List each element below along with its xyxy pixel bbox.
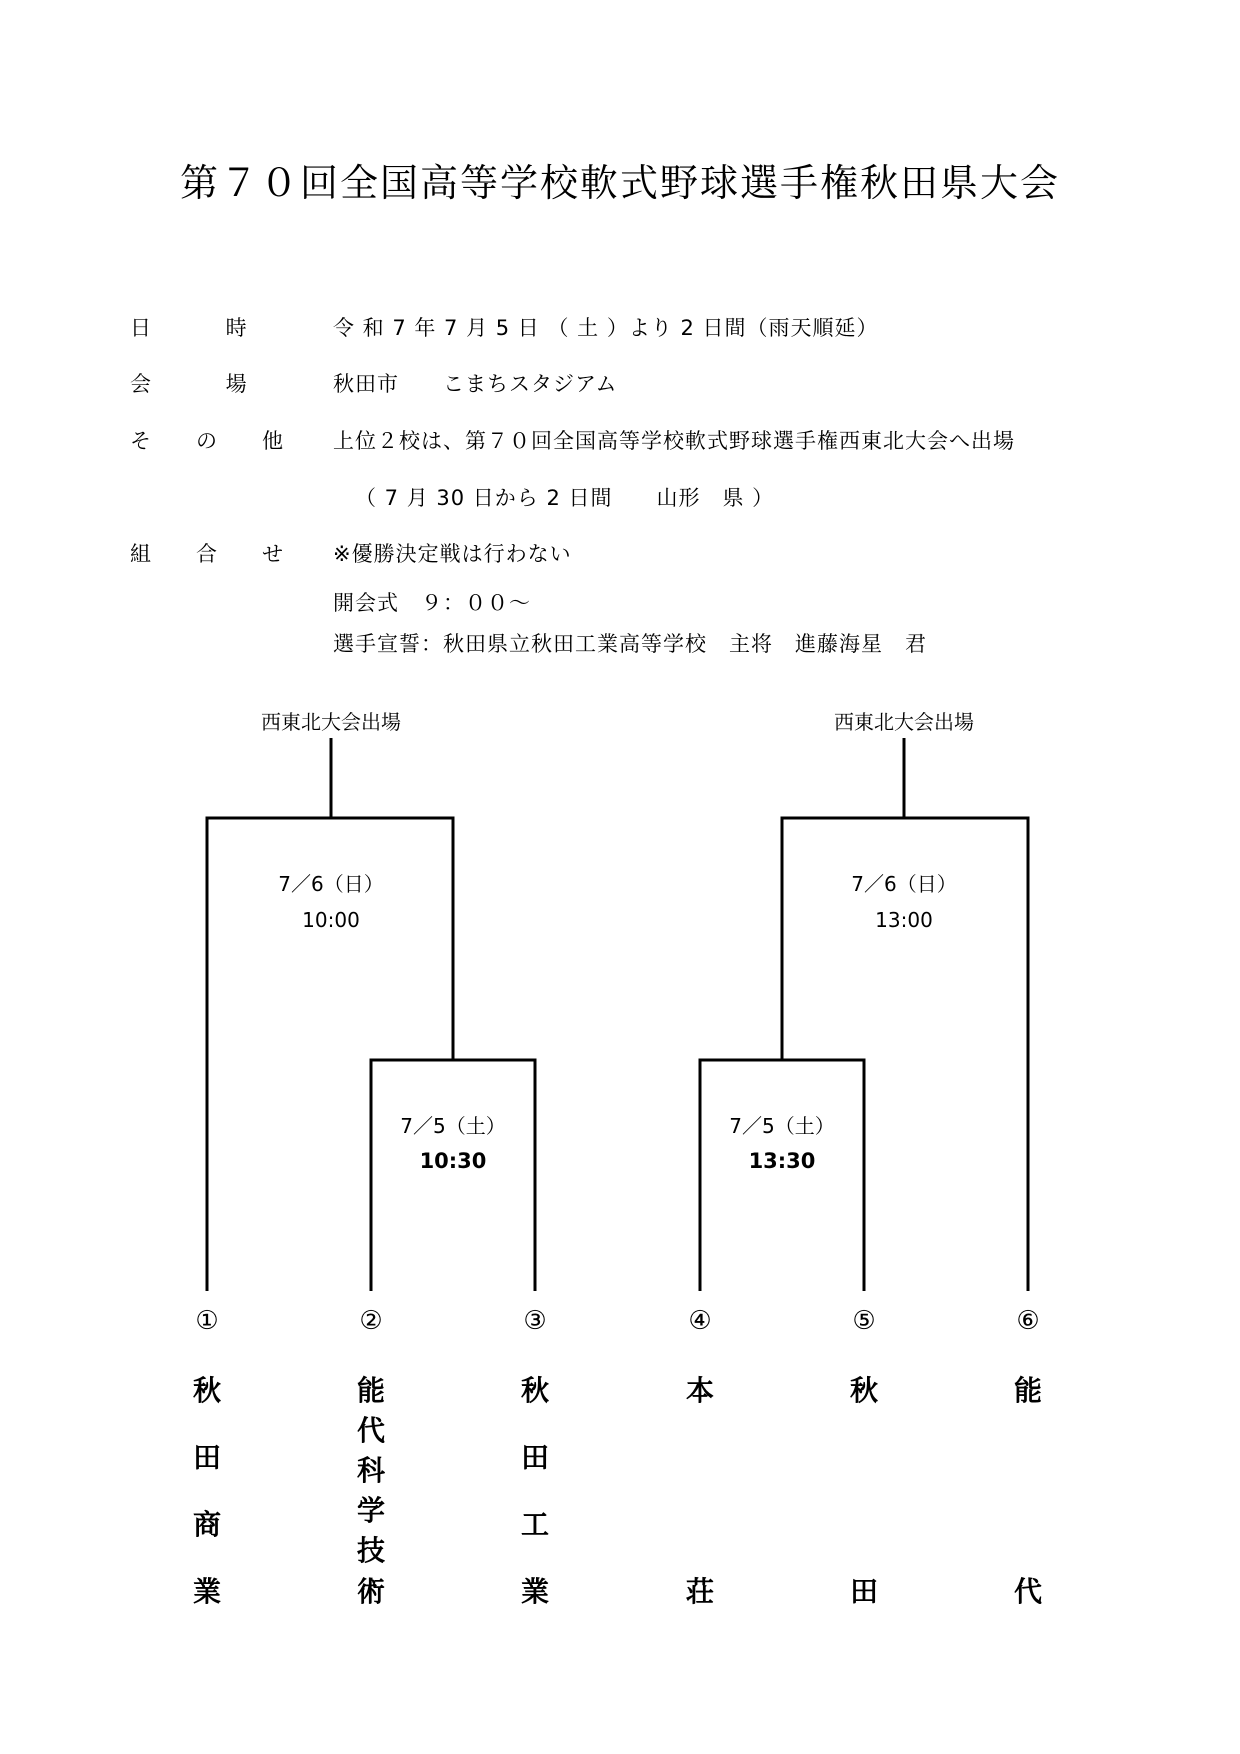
team-3-char: 田 <box>520 1441 549 1474</box>
other-label: その他 <box>130 429 328 453</box>
team-3-char: 秋 <box>520 1374 549 1407</box>
team-2-char: 代 <box>356 1414 385 1447</box>
semi-right-time: 13:30 <box>748 1149 816 1173</box>
team-number-2: ② <box>359 1306 383 1336</box>
team-number-5: ⑤ <box>852 1306 876 1336</box>
qualify-label-right: 西東北大会出場 <box>834 710 974 734</box>
player-oath: 選手宣誓：秋田県立秋田工業高等学校 主将 進藤海星 君 <box>333 632 927 656</box>
draw-value: ※優勝決定戦は行わない <box>333 542 572 566</box>
team-1-char: 業 <box>192 1575 221 1608</box>
team-2-char: 科 <box>356 1454 385 1487</box>
opening-ceremony: 開会式 ９：００～ <box>333 591 531 615</box>
team-3-char: 業 <box>520 1575 549 1608</box>
date-label: 日 時 <box>130 316 281 340</box>
team-4-char: 本 <box>685 1374 714 1407</box>
qualify-label-left: 西東北大会出場 <box>261 710 401 734</box>
team-5-char: 田 <box>849 1575 878 1608</box>
semi-right-date: 7／5（土） <box>729 1114 835 1138</box>
team-1-char: 商 <box>192 1508 221 1541</box>
semi-left-time: 10:30 <box>419 1149 487 1173</box>
final-left-time: 10:00 <box>302 908 360 932</box>
team-3-char: 工 <box>520 1508 549 1541</box>
team-2-char: 能 <box>356 1374 385 1407</box>
team-number-6: ⑥ <box>1016 1306 1040 1336</box>
other-note: （ 7 月 30 日から 2 日間 山形 県 ） <box>355 486 775 510</box>
team-2-char: 技 <box>356 1534 385 1567</box>
final-left-date: 7／6（日） <box>278 872 384 896</box>
page-title: 第７０回全国高等学校軟式野球選手権秋田県大会 <box>179 161 1060 205</box>
team-1-char: 田 <box>192 1441 221 1474</box>
team-1-char: 秋 <box>192 1374 221 1407</box>
draw-label: 組合せ <box>130 542 328 566</box>
team-number-4: ④ <box>688 1306 712 1336</box>
semi-left-date: 7／5（土） <box>400 1114 506 1138</box>
final-right-time: 13:00 <box>875 908 933 932</box>
team-5-char: 秋 <box>849 1374 878 1407</box>
left-semi-bracket <box>371 1060 535 1291</box>
other-value: 上位２校は、第７０回全国高等学校軟式野球選手権西東北大会へ出場 <box>333 429 1015 453</box>
right-semi-bracket <box>700 1060 864 1291</box>
venue-label: 会 場 <box>130 372 281 396</box>
date-value: 令 和 7 年 7 月 5 日 （ 土 ）より 2 日間（雨天順延） <box>333 316 879 340</box>
final-right-date: 7／6（日） <box>851 872 957 896</box>
venue-value: 秋田市 こまちスタジアム <box>333 372 618 396</box>
team-2-char: 術 <box>356 1575 385 1608</box>
team-6-char: 代 <box>1013 1575 1042 1608</box>
team-2-char: 学 <box>356 1494 385 1527</box>
team-number-3: ③ <box>523 1306 547 1336</box>
team-number-1: ① <box>195 1306 219 1336</box>
team-4-char: 荘 <box>685 1575 714 1608</box>
team-6-char: 能 <box>1013 1374 1042 1407</box>
